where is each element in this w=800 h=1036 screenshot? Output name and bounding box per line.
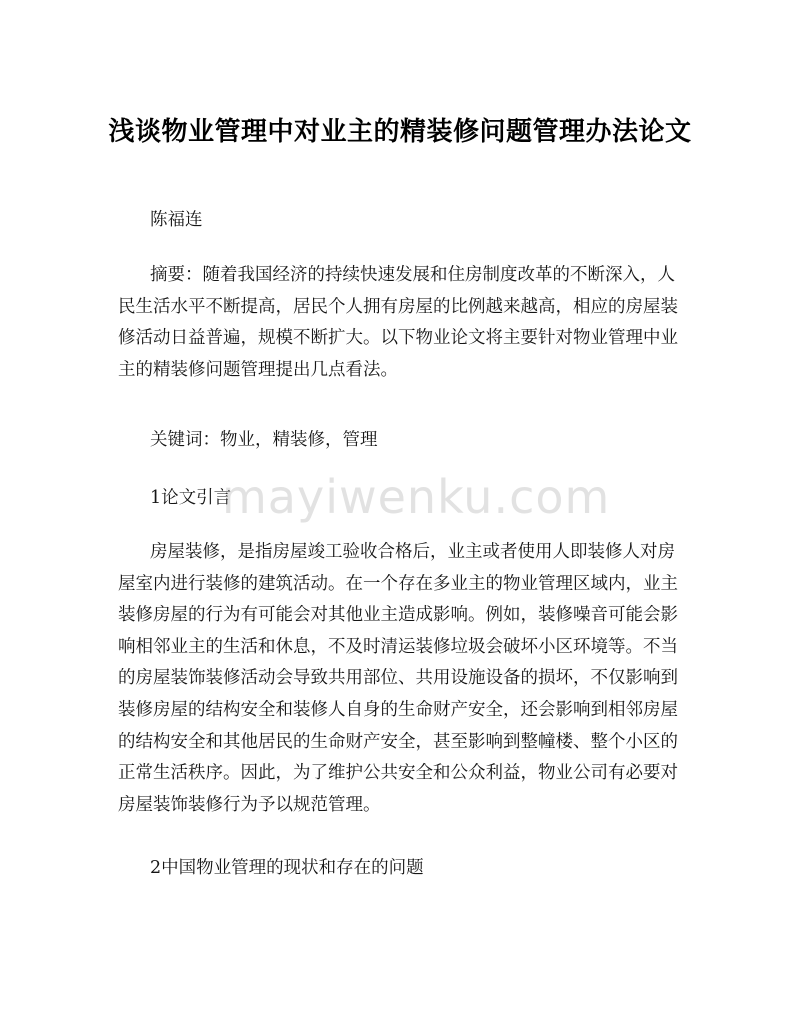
author-name: 陈福连 (150, 210, 203, 230)
document-title: 浅谈物业管理中对业主的精装修问题管理办法论文 (108, 117, 692, 147)
keywords-line: 关键词：物业，精装修，管理 (150, 430, 378, 450)
watermark-text: mayiwenku.com (222, 470, 611, 524)
section-2-heading: 2中国物业管理的现状和存在的问题 (150, 858, 424, 878)
section-1-heading: 1论文引言 (150, 488, 232, 508)
section-1-body: 房屋装修，是指房屋竣工验收合格后，业主或者使用人即装修人对房屋室内进行装修的建筑活动。在一个存在多业主的物业管理区域内，业主装修房屋的行为有可能会对其他业主造成影响。例如，装修噪音可能会影响相邻业主的生活和休息，不及时清运装修垃圾会破坏小区环境等。不当的房屋装饰装修活动会导致共用部位、共用设施设备的损坏，不仅影响到装修房屋的结构安全和装修人自身的生命财产安全，还会影响到相邻房屋的结构安全和其他居民的生命财产安全，甚至影响到整幢楼、整个小区的正常生活秩序。因此，为了维护公共安全和公众利益，物业公司有必要对房屋装饰装修行为予以规范管理。 (118, 542, 678, 815)
abstract-paragraph: 摘要：随着我国经济的持续快速发展和住房制度改革的不断深入，人民生活水平不断提高，居民个人拥有房屋的比例越来越高，相应的房屋装修活动日益普遍，规模不断扩大。以下物业论文将主要针对物业管理中业主的精装修问题管理提出几点看法。 (118, 265, 678, 380)
